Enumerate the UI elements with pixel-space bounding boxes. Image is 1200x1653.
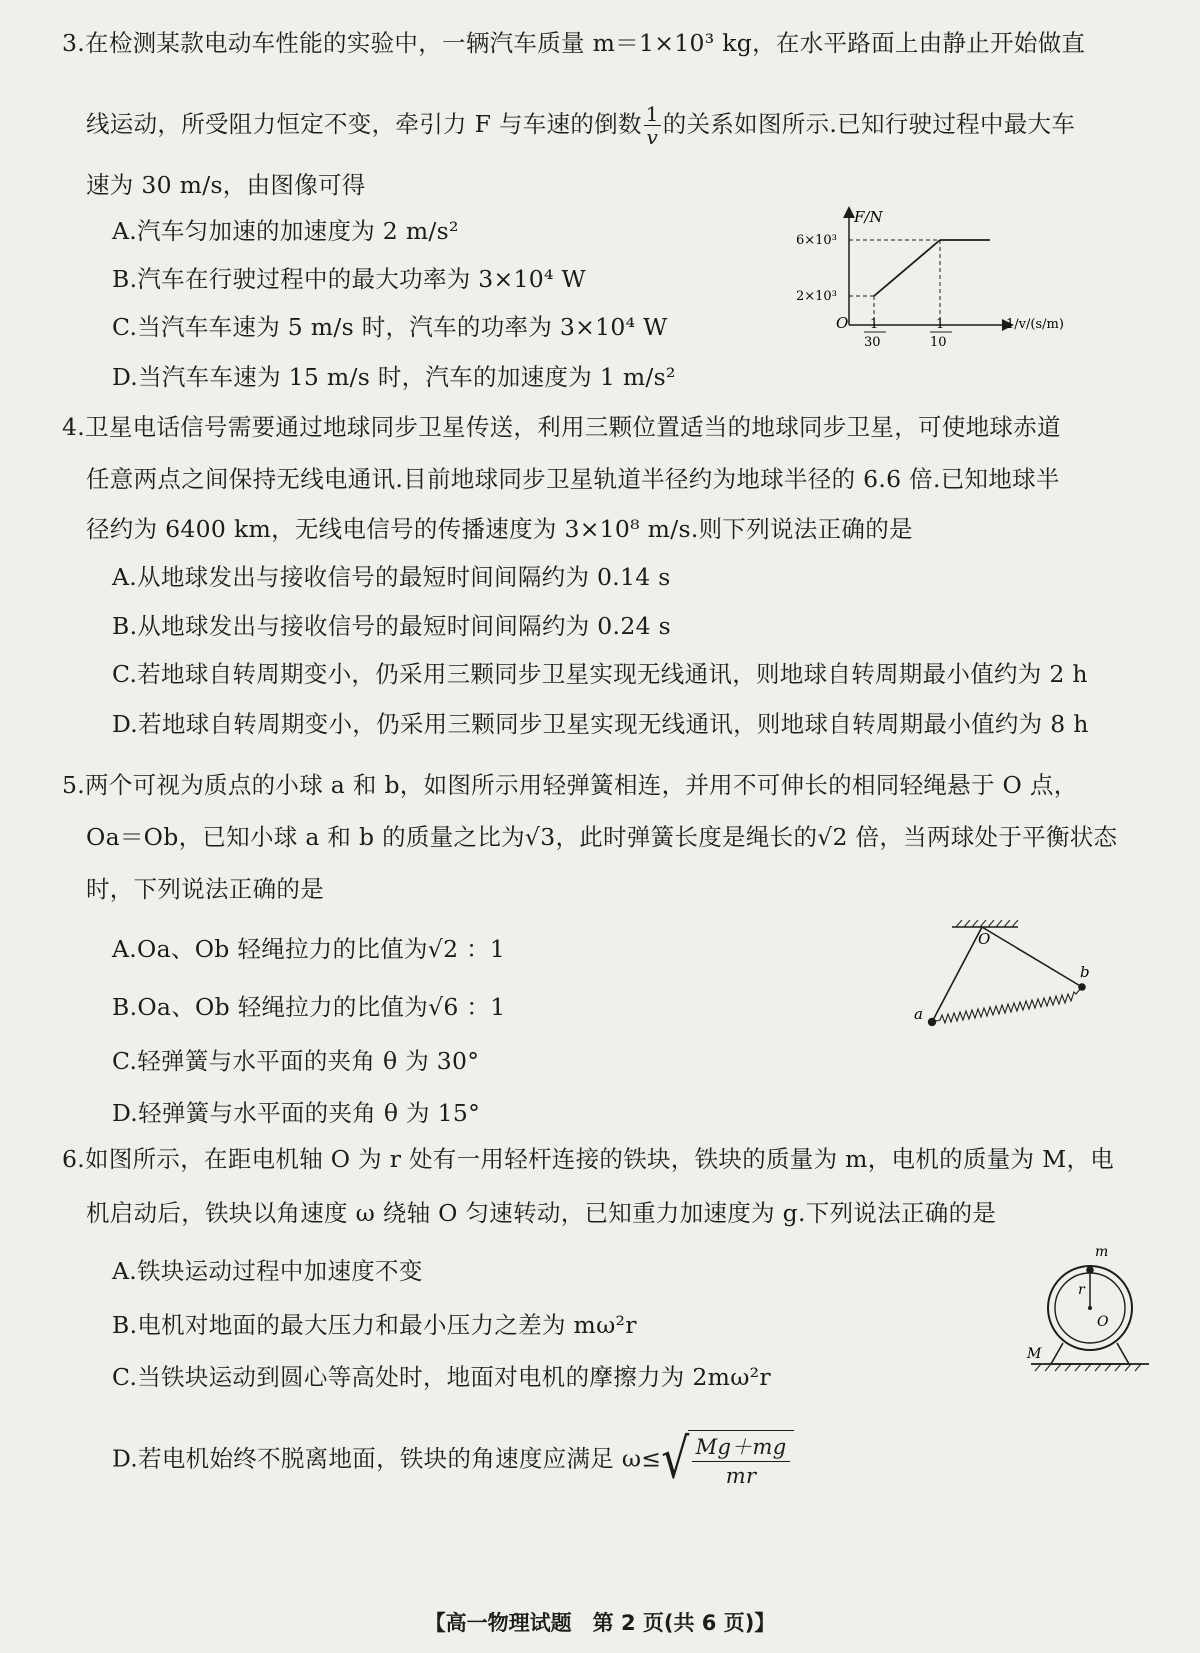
q5-label-a: a (914, 1005, 923, 1023)
q6-motor-figure (1025, 1240, 1155, 1375)
q6-option-c: C.当铁块运动到圆心等高处时，地面对电机的摩擦力为 2mω²r (112, 1363, 771, 1391)
q3-line-1: 3.在检测某款电动车性能的实验中，一辆汽车质量 m＝1×10³ kg，在水平路面上由静止开始做直 (62, 29, 1086, 57)
q3-y-tick-low: 2×10³ (796, 289, 837, 304)
q3-origin-label: O (836, 314, 849, 332)
q6-option-a: A.铁块运动过程中加速度不变 (112, 1257, 423, 1285)
q3-x-tick-2-num: 1 (936, 317, 945, 332)
q5-option-c: C.轻弹簧与水平面的夹角 θ 为 30° (112, 1047, 480, 1075)
page-footer: 【高一物理试题 第 2 页(共 6 页)】 (424, 1611, 776, 1635)
q6-option-b: B.电机对地面的最大压力和最小压力之差为 mω²r (112, 1311, 637, 1339)
q3-line-2-a: 线运动，所受阻力恒定不变，牵引力 F 与车速的倒数 (86, 110, 642, 138)
q3-x-tick-1-den: 30 (864, 335, 881, 350)
q3-option-c: C.当汽车车速为 5 m/s 时，汽车的功率为 3×10⁴ W (112, 313, 668, 341)
q6-label-r: r (1078, 1282, 1085, 1298)
q5-spring-figure (910, 915, 1110, 1040)
q3-line-2-b: 的关系如图所示.已知行驶过程中最大车 (662, 110, 1076, 138)
q5-rope-ob (982, 927, 1082, 987)
q6-sqrt-expression (661, 1427, 794, 1492)
q3-option-a: A.汽车匀加速的加速度为 2 m/s² (112, 217, 459, 245)
q4-option-b: B.从地球发出与接收信号的最短时间间隔约为 0.24 s (112, 612, 671, 640)
q5-option-b: B.Oa、Ob 轻绳拉力的比值为√6 ：1 (112, 993, 506, 1021)
q5-label-b: b (1080, 963, 1090, 981)
q5-rope-oa (932, 927, 982, 1022)
q3-line-3: 速为 30 m/s，由图像可得 (86, 171, 366, 199)
q3-x-tick-2-den: 10 (930, 335, 947, 350)
q3-inline-fraction (644, 103, 661, 148)
q4-line-1: 4.卫星电话信号需要通过地球同步卫星传送，利用三颗位置适当的地球同步卫星，可使地球赤道 (62, 413, 1061, 441)
q6-sqrt-num: Mg＋mg (692, 1433, 791, 1462)
q5-option-d: D.轻弹簧与水平面的夹角 θ 为 15° (112, 1099, 481, 1127)
q3-x-tick-1-num: 1 (870, 317, 879, 332)
q6-axis-point (1088, 1306, 1092, 1310)
q5-spring (932, 987, 1082, 1023)
q3-y-tick-high: 6×10³ (796, 233, 837, 248)
q5-ball-b (1078, 983, 1086, 991)
q6-option-d-text: D.若电机始终不脱离地面，铁块的角速度应满足 ω≤ (112, 1444, 662, 1473)
q5-option-a: A.Oa、Ob 轻绳拉力的比值为√2 ：1 (112, 935, 506, 963)
q6-label-o: O (1097, 1314, 1109, 1330)
q6-motor-base (1051, 1343, 1129, 1364)
q4-option-c: C.若地球自转周期变小，仍采用三颗同步卫星实现无线通讯，则地球自转周期最小值约为 2 h (112, 660, 1088, 688)
q3-frac-den: v (646, 125, 659, 149)
q4-line-3: 径约为 6400 km，无线电信号的传播速度为 3×10⁸ m/s.则下列说法正确的是 (86, 515, 913, 543)
q5-ball-a (928, 1018, 936, 1026)
q5-line-3: 时，下列说法正确的是 (86, 875, 324, 903)
q5-line-2: Oa＝Ob，已知小球 a 和 b 的质量之比为√3，此时弹簧长度是绳长的√2 倍，当两球处于平衡状态 (86, 823, 1118, 851)
q5-line-1: 5.两个可视为质点的小球 a 和 b，如图所示用轻弹簧相连，并用不可伸长的相同轻绳悬于 O 点， (62, 771, 1078, 799)
q3-frac-num: 1 (645, 102, 659, 126)
q6-line-2: 机启动后，铁块以角速度 ω 绕轴 O 匀速转动，已知重力加速度为 g.下列说法正确的是 (86, 1199, 997, 1227)
q5-ceiling-hatch (956, 920, 1018, 927)
q4-line-2: 任意两点之间保持无线电通讯.目前地球同步卫星轨道半径约为地球半径的 6.6 倍.已知地球半 (86, 465, 1060, 493)
q6-sqrt-den: mr (725, 1464, 757, 1488)
q6-iron-block (1086, 1266, 1094, 1274)
q4-option-a: A.从地球发出与接收信号的最短时间间隔约为 0.14 s (112, 563, 671, 591)
q3-option-d: D.当汽车车速为 15 m/s 时，汽车的加速度为 1 m/s² (112, 363, 676, 391)
q4-option-d: D.若地球自转周期变小，仍采用三颗同步卫星实现无线通讯，则地球自转周期最小值约为 8 h (112, 710, 1089, 738)
q3-y-axis-label: F/N (854, 208, 883, 226)
q6-ground-hatch (1035, 1364, 1141, 1371)
q3-curve-rising (874, 240, 940, 296)
q3-line-2 (86, 103, 1075, 148)
q3-force-graph (790, 200, 1090, 360)
q6-line-1: 6.如图所示，在距电机轴 O 为 r 处有一用轻杆连接的铁块，铁块的质量为 m，电机的质量为 M，电 (62, 1145, 1115, 1173)
q3-option-b: B.汽车在行驶过程中的最大功率为 3×10⁴ W (112, 265, 586, 293)
q6-option-d (112, 1427, 794, 1492)
q5-label-o: O (978, 930, 991, 948)
q6-label-M: M (1027, 1346, 1042, 1362)
q6-label-m: m (1095, 1244, 1109, 1260)
q3-x-axis-label: 1/v/(s/m) (1006, 317, 1064, 332)
radical-sign-icon: √ (661, 1427, 690, 1492)
